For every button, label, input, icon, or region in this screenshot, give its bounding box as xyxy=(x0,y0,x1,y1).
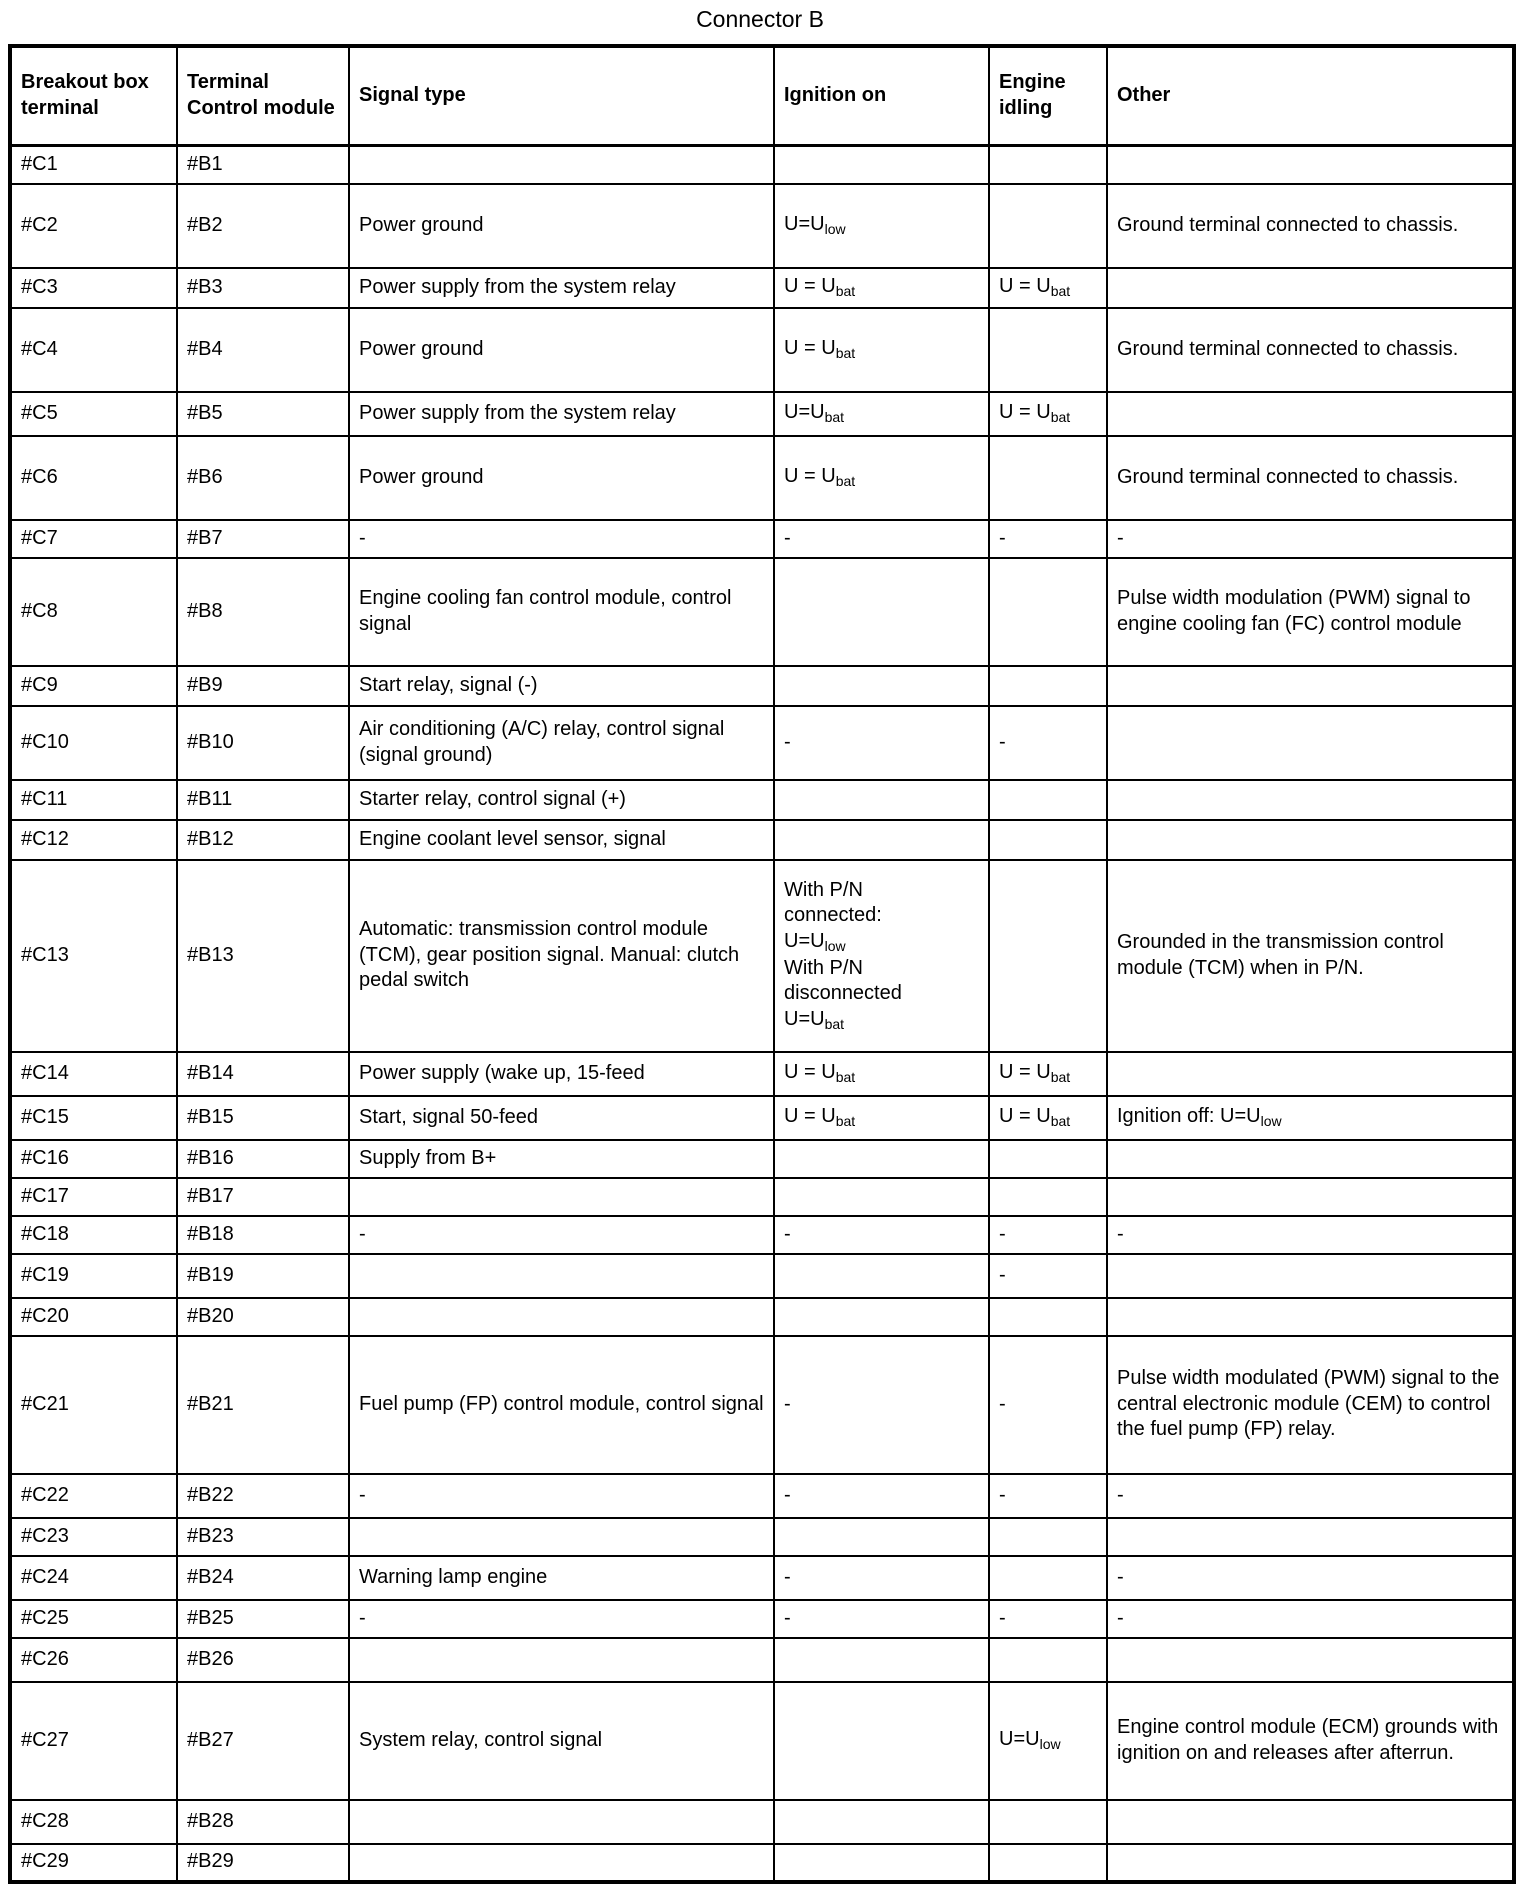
connector-b-table xyxy=(8,44,1516,1884)
cell-signal: Starter relay, control signal (+) xyxy=(349,780,774,820)
cell-module: #B4 xyxy=(177,308,349,392)
cell-module: #B22 xyxy=(177,1474,349,1518)
table-row xyxy=(10,436,1514,520)
cell-idling xyxy=(989,436,1107,520)
cell-other xyxy=(1107,1052,1514,1096)
cell-breakout: #C27 xyxy=(10,1682,177,1800)
cell-ignition xyxy=(774,666,989,706)
table-row xyxy=(10,1474,1514,1518)
cell-signal: Automatic: transmission control module (TCM), gear position signal. Manual: clutch pedal switch xyxy=(349,860,774,1052)
cell-module: #B11 xyxy=(177,780,349,820)
col-header-other: Other xyxy=(1107,46,1514,146)
cell-breakout: #C10 xyxy=(10,706,177,780)
cell-signal: Start, signal 50-feed xyxy=(349,1096,774,1140)
cell-idling xyxy=(989,558,1107,666)
table-row xyxy=(10,1556,1514,1600)
cell-ignition: $U = U_{bat}$ xyxy=(774,1096,989,1140)
subscript: bat xyxy=(1050,1069,1071,1086)
cell-signal: Power supply from the system relay xyxy=(349,268,774,308)
table-row xyxy=(10,392,1514,436)
subscript: bat xyxy=(835,1113,856,1130)
cell-module: #B13 xyxy=(177,860,349,1052)
cell-other xyxy=(1107,1844,1514,1882)
cell-other: - xyxy=(1107,1556,1514,1600)
cell-module: #B12 xyxy=(177,820,349,860)
cell-module: #B25 xyxy=(177,1600,349,1638)
cell-breakout: #C19 xyxy=(10,1254,177,1298)
cell-other: Pulse width modulation (PWM) signal to engine cooling fan (FC) control module xyxy=(1107,558,1514,666)
table-row xyxy=(10,1178,1514,1216)
cell-breakout: #C12 xyxy=(10,820,177,860)
cell-ignition: $U = U_{bat}$ xyxy=(774,1052,989,1096)
cell-idling xyxy=(989,666,1107,706)
cell-module: #B27 xyxy=(177,1682,349,1800)
cell-breakout: #C4 xyxy=(10,308,177,392)
cell-idling xyxy=(989,780,1107,820)
cell-idling: - xyxy=(989,1474,1107,1518)
cell-module: #B18 xyxy=(177,1216,349,1254)
col-header-breakout-box-terminal: Breakout box terminal xyxy=(10,46,177,146)
cell-signal xyxy=(349,1518,774,1556)
cell-ignition xyxy=(774,558,989,666)
cell-ignition xyxy=(774,1298,989,1336)
cell-ignition xyxy=(774,780,989,820)
table-row xyxy=(10,268,1514,308)
cell-ignition xyxy=(774,1844,989,1882)
cell-other xyxy=(1107,268,1514,308)
cell-idling: $U=U_{low}$ xyxy=(989,1682,1107,1800)
cell-ignition xyxy=(774,1254,989,1298)
col-header-signal-type: Signal type xyxy=(349,46,774,146)
cell-other: - xyxy=(1107,1216,1514,1254)
cell-other xyxy=(1107,820,1514,860)
cell-idling xyxy=(989,860,1107,1052)
cell-breakout: #C14 xyxy=(10,1052,177,1096)
table-row xyxy=(10,1216,1514,1254)
cell-signal: Air conditioning (A/C) relay, control signal (signal ground) xyxy=(349,706,774,780)
cell-ignition: - xyxy=(774,1336,989,1474)
cell-module: #B5 xyxy=(177,392,349,436)
cell-breakout: #C2 xyxy=(10,184,177,268)
cell-module: #B29 xyxy=(177,1844,349,1882)
cell-module: #B19 xyxy=(177,1254,349,1298)
cell-ignition: $U = U_{bat}$ xyxy=(774,308,989,392)
cell-idling: - xyxy=(989,1600,1107,1638)
subscript: bat xyxy=(1050,409,1071,426)
cell-module: #B14 xyxy=(177,1052,349,1096)
subscript: bat xyxy=(1050,283,1071,300)
table-row xyxy=(10,146,1514,184)
cell-other: Ground terminal connected to chassis. xyxy=(1107,184,1514,268)
cell-signal xyxy=(349,1844,774,1882)
cell-signal xyxy=(349,1254,774,1298)
cell-ignition xyxy=(774,1518,989,1556)
cell-other xyxy=(1107,1178,1514,1216)
subscript: low xyxy=(1260,1113,1282,1130)
cell-other xyxy=(1107,1518,1514,1556)
table-row xyxy=(10,1800,1514,1844)
subscript: bat xyxy=(1050,1113,1071,1130)
cell-signal xyxy=(349,1638,774,1682)
cell-ignition: - xyxy=(774,706,989,780)
cell-signal: Power supply (wake up, 15-feed xyxy=(349,1052,774,1096)
cell-idling xyxy=(989,1638,1107,1682)
cell-ignition xyxy=(774,1178,989,1216)
cell-breakout: #C9 xyxy=(10,666,177,706)
cell-breakout: #C16 xyxy=(10,1140,177,1178)
table-row xyxy=(10,1682,1514,1800)
cell-breakout: #C15 xyxy=(10,1096,177,1140)
cell-module: #B26 xyxy=(177,1638,349,1682)
cell-other: Grounded in the transmission control module (TCM) when in P/N. xyxy=(1107,860,1514,1052)
cell-idling xyxy=(989,1298,1107,1336)
cell-other: Engine control module (ECM) grounds with ignition on and releases after afterrun. xyxy=(1107,1682,1514,1800)
subscript: low xyxy=(824,221,846,238)
cell-ignition: - xyxy=(774,1216,989,1254)
table-body xyxy=(10,146,1514,1882)
cell-breakout: #C5 xyxy=(10,392,177,436)
cell-other xyxy=(1107,706,1514,780)
table-row xyxy=(10,1600,1514,1638)
cell-signal: - xyxy=(349,1216,774,1254)
cell-idling xyxy=(989,1556,1107,1600)
table-row xyxy=(10,1518,1514,1556)
cell-ignition: $U=U_{low}$ xyxy=(774,184,989,268)
cell-module: #B21 xyxy=(177,1336,349,1474)
cell-ignition: - xyxy=(774,520,989,558)
table-header xyxy=(10,46,1514,146)
cell-signal: Power ground xyxy=(349,184,774,268)
cell-idling xyxy=(989,1844,1107,1882)
cell-module: #B1 xyxy=(177,146,349,184)
cell-idling: $U = U_{bat}$ xyxy=(989,392,1107,436)
cell-module: #B9 xyxy=(177,666,349,706)
cell-module: #B23 xyxy=(177,1518,349,1556)
cell-idling xyxy=(989,820,1107,860)
table-row xyxy=(10,1052,1514,1096)
cell-idling: - xyxy=(989,520,1107,558)
cell-ignition xyxy=(774,146,989,184)
cell-breakout: #C28 xyxy=(10,1800,177,1844)
table-row xyxy=(10,1844,1514,1882)
cell-idling xyxy=(989,146,1107,184)
cell-other: Pulse width modulated (PWM) signal to the central electronic module (CEM) to control the fuel pump (FP) relay. xyxy=(1107,1336,1514,1474)
table-row xyxy=(10,1096,1514,1140)
cell-signal xyxy=(349,1178,774,1216)
cell-breakout: #C1 xyxy=(10,146,177,184)
cell-idling: - xyxy=(989,706,1107,780)
cell-idling xyxy=(989,1140,1107,1178)
cell-signal: Power ground xyxy=(349,308,774,392)
cell-signal: Power ground xyxy=(349,436,774,520)
table-row xyxy=(10,820,1514,860)
cell-module: #B3 xyxy=(177,268,349,308)
cell-other: Ground terminal connected to chassis. xyxy=(1107,436,1514,520)
cell-breakout: #C17 xyxy=(10,1178,177,1216)
cell-idling xyxy=(989,308,1107,392)
col-header-ignition-on: Ignition on xyxy=(774,46,989,146)
cell-ignition: - xyxy=(774,1556,989,1600)
cell-breakout: #C11 xyxy=(10,780,177,820)
table-row xyxy=(10,184,1514,268)
subscript: low xyxy=(824,937,846,954)
cell-signal xyxy=(349,146,774,184)
cell-signal: Start relay, signal (-) xyxy=(349,666,774,706)
subscript: low xyxy=(1039,1736,1061,1753)
cell-breakout: #C13 xyxy=(10,860,177,1052)
cell-idling: $U = U_{bat}$ xyxy=(989,1052,1107,1096)
cell-breakout: #C20 xyxy=(10,1298,177,1336)
table-row xyxy=(10,666,1514,706)
cell-signal: System relay, control signal xyxy=(349,1682,774,1800)
table-row xyxy=(10,1298,1514,1336)
cell-breakout: #C26 xyxy=(10,1638,177,1682)
cell-idling: - xyxy=(989,1254,1107,1298)
cell-breakout: #C25 xyxy=(10,1600,177,1638)
cell-ignition: - xyxy=(774,1600,989,1638)
cell-other: Ignition off: $U=U_{low}$ xyxy=(1107,1096,1514,1140)
cell-signal: Fuel pump (FP) control module, control signal xyxy=(349,1336,774,1474)
table-row xyxy=(10,1254,1514,1298)
cell-ignition xyxy=(774,1682,989,1800)
cell-module: #B10 xyxy=(177,706,349,780)
cell-module: #B6 xyxy=(177,436,349,520)
cell-ignition: - xyxy=(774,1474,989,1518)
subscript: bat xyxy=(824,409,845,426)
cell-other: - xyxy=(1107,1474,1514,1518)
col-header-engine-idling: Engine idling xyxy=(989,46,1107,146)
cell-ignition xyxy=(774,1638,989,1682)
table-row xyxy=(10,520,1514,558)
cell-idling: $U = U_{bat}$ xyxy=(989,1096,1107,1140)
cell-breakout: #C6 xyxy=(10,436,177,520)
col-header-terminal-control-module: Terminal Control module xyxy=(177,46,349,146)
cell-idling xyxy=(989,184,1107,268)
cell-other xyxy=(1107,146,1514,184)
cell-other xyxy=(1107,780,1514,820)
cell-breakout: #C18 xyxy=(10,1216,177,1254)
table-row xyxy=(10,1638,1514,1682)
cell-ignition: $U = U_{bat}$ xyxy=(774,268,989,308)
cell-module: #B20 xyxy=(177,1298,349,1336)
table-row xyxy=(10,860,1514,1052)
cell-idling xyxy=(989,1178,1107,1216)
cell-idling: - xyxy=(989,1336,1107,1474)
cell-idling xyxy=(989,1800,1107,1844)
table-row xyxy=(10,558,1514,666)
cell-other xyxy=(1107,1298,1514,1336)
cell-breakout: #C23 xyxy=(10,1518,177,1556)
header-row xyxy=(10,46,1514,146)
table-row xyxy=(10,1336,1514,1474)
cell-other xyxy=(1107,666,1514,706)
table-row xyxy=(10,706,1514,780)
cell-module: #B15 xyxy=(177,1096,349,1140)
page-title: Connector B xyxy=(696,6,824,32)
cell-signal: - xyxy=(349,1600,774,1638)
table-row xyxy=(10,1140,1514,1178)
cell-signal: Warning lamp engine xyxy=(349,1556,774,1600)
cell-other xyxy=(1107,1800,1514,1844)
subscript: bat xyxy=(835,283,856,300)
subscript: bat xyxy=(835,345,856,362)
cell-breakout: #C29 xyxy=(10,1844,177,1882)
cell-module: #B7 xyxy=(177,520,349,558)
subscript: bat xyxy=(835,473,856,490)
cell-other: Ground terminal connected to chassis. xyxy=(1107,308,1514,392)
cell-module: #B28 xyxy=(177,1800,349,1844)
cell-breakout: #C3 xyxy=(10,268,177,308)
cell-module: #B17 xyxy=(177,1178,349,1216)
cell-module: #B24 xyxy=(177,1556,349,1600)
cell-idling: $U = U_{bat}$ xyxy=(989,268,1107,308)
cell-other xyxy=(1107,1638,1514,1682)
cell-ignition: With P/N connected: $U=U_{low}$ With P/N disconnected $U=U_{bat}$ xyxy=(774,860,989,1052)
cell-ignition: $U=U_{bat}$ xyxy=(774,392,989,436)
cell-signal: - xyxy=(349,520,774,558)
cell-breakout: #C22 xyxy=(10,1474,177,1518)
cell-ignition xyxy=(774,1140,989,1178)
table-row xyxy=(10,308,1514,392)
cell-other: - xyxy=(1107,520,1514,558)
cell-module: #B2 xyxy=(177,184,349,268)
cell-other xyxy=(1107,392,1514,436)
cell-breakout: #C21 xyxy=(10,1336,177,1474)
cell-other xyxy=(1107,1140,1514,1178)
cell-ignition xyxy=(774,1800,989,1844)
cell-breakout: #C7 xyxy=(10,520,177,558)
cell-signal xyxy=(349,1298,774,1336)
table-row xyxy=(10,780,1514,820)
cell-signal: Power supply from the system relay xyxy=(349,392,774,436)
cell-signal: Supply from B+ xyxy=(349,1140,774,1178)
cell-other: - xyxy=(1107,1600,1514,1638)
cell-signal: - xyxy=(349,1474,774,1518)
cell-breakout: #C24 xyxy=(10,1556,177,1600)
cell-signal: Engine coolant level sensor, signal xyxy=(349,820,774,860)
cell-signal: Engine cooling fan control module, control signal xyxy=(349,558,774,666)
cell-breakout: #C8 xyxy=(10,558,177,666)
subscript: bat xyxy=(835,1069,856,1086)
cell-idling: - xyxy=(989,1216,1107,1254)
cell-signal xyxy=(349,1800,774,1844)
cell-ignition: $U = U_{bat}$ xyxy=(774,436,989,520)
cell-module: #B8 xyxy=(177,558,349,666)
subscript: bat xyxy=(824,1015,845,1032)
cell-other xyxy=(1107,1254,1514,1298)
cell-idling xyxy=(989,1518,1107,1556)
cell-module: #B16 xyxy=(177,1140,349,1178)
cell-ignition xyxy=(774,820,989,860)
